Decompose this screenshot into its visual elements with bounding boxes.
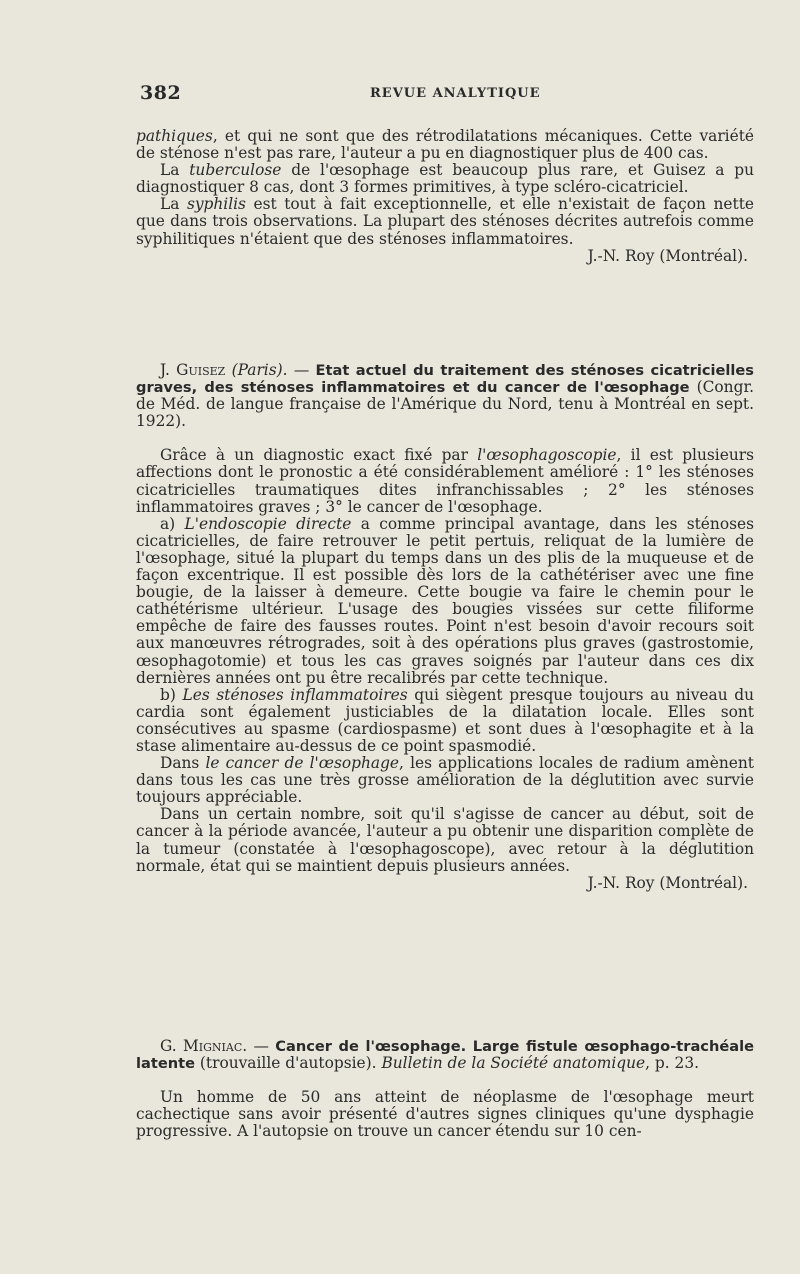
review-heading bbox=[136, 362, 754, 430]
text-span: — bbox=[247, 1037, 276, 1055]
paragraph bbox=[136, 447, 754, 515]
review-heading bbox=[136, 1038, 754, 1072]
text-span: a comme principal avantage, dans les sténoses cicatricielles, de faire retrouver le petit pertuis, reliquat de la lumière de l'œsophage, situé la plupart du temps dans un des plis de la muqueuse et de façon excentrique. Il est possible dès lors de la cathétériser avec une fine bougie, de la laisser à demeure. Cette bougie va faire le chemin pour le cathétérisme ultérieur. L'usage des bougies vissées sur cette filiforme empêche de faire des fausses routes. Point n'est besoin d'avoir recours soit aux manœuvres rétrogrades, soit à des opérations plus graves (gastrostomie, œsophagotomie) et tous les cas graves soignés par l'auteur dans ces dix dernières années ont pu être recalibrés par cette technique. bbox=[136, 514, 754, 687]
text-span: , p. 23. bbox=[645, 1054, 700, 1073]
paragraph: Un homme de 50 ans atteint de néoplasme de l'œsophage meurt cachectique sans avoir présenté d'autres signes cliniques qu'une dysphagie progressive. A l'autopsie on trouve un cancer étendu sur 10 cen- bbox=[136, 1088, 754, 1141]
paragraph bbox=[136, 196, 754, 247]
italic-term: pathiques bbox=[136, 127, 213, 145]
author-name: J. Guisez bbox=[160, 361, 226, 379]
paragraph bbox=[136, 516, 754, 687]
review-guisez bbox=[136, 362, 754, 892]
review-migniac bbox=[136, 1038, 754, 1140]
text-span: qui siègent presque toujours au niveau du cardia sont également justiciables de la dilatation locale. Elles sont consécutives au spasme (cardiospasme) et sont dues à l'œsophagite et à la stase alimentaire au-dessus de ce point spasmodié. bbox=[136, 685, 755, 755]
italic-term: le cancer de l'œsophage bbox=[205, 754, 400, 773]
italic-term: tuberculose bbox=[189, 161, 282, 180]
journal-name: Bulletin de la Société anatomique bbox=[381, 1054, 646, 1073]
author-name: G. Migniac. bbox=[160, 1037, 248, 1055]
text-span: b) bbox=[160, 685, 183, 704]
text-span: , il est plusieurs affections dont le pronostic a été considérablement amélioré : 1° les sténoses cicatricielles traumatiques dites infranchissables ; 2° les sténoses inflammatoires graves ; 3° le cancer de l'œsophage. bbox=[136, 446, 754, 516]
running-head: REVUE ANALYTIQUE bbox=[370, 86, 541, 101]
paragraph bbox=[136, 128, 754, 162]
paragraph bbox=[136, 162, 754, 196]
italic-term: syphilis bbox=[186, 195, 246, 214]
text-span: La bbox=[160, 195, 187, 214]
author-city: (Paris). bbox=[231, 361, 288, 379]
text-span: , les applications locales de radium amènent dans tous les cas une très grosse amélioration de la déglutition avec survie toujours appréciable. bbox=[136, 754, 754, 807]
text-span: Dans bbox=[160, 754, 206, 773]
text-span: est tout à fait exceptionnelle, et elle n'existait de façon nette que dans trois observations. La plupart des sténoses décrites autrefois comme syphilitiques n'étaient que des sténoses inflammatoires. bbox=[136, 195, 754, 248]
article-title: Cancer de l'œsophage. Large fistule œsophago-trachéale latente bbox=[136, 1038, 754, 1073]
page-number: 382 bbox=[140, 82, 182, 104]
page-header bbox=[140, 82, 760, 106]
italic-term: l'œsophagoscopie bbox=[477, 446, 617, 465]
text-span: Grâce à un diagnostic exact fixé par bbox=[160, 446, 478, 465]
italic-term: Les sténoses inflammatoires bbox=[182, 685, 408, 704]
paragraph bbox=[136, 755, 754, 806]
text-span: a) bbox=[160, 514, 185, 533]
text-span: — bbox=[287, 361, 316, 379]
signature: J.-N. Roy (Montréal). bbox=[587, 873, 748, 892]
text-span: , et qui ne sont que des rétrodilatations mécaniques. Cette variété de sténose n'est pas rare, l'auteur a pu en diagnostiquer plus de 400 cas. bbox=[136, 127, 754, 163]
signature: J.-N. Roy (Montréal). bbox=[587, 246, 748, 265]
paragraph: Dans un certain nombre, soit qu'il s'agisse de cancer au début, soit de cancer à la période avancée, l'auteur a pu obtenir une disparition complète de la tumeur (constatée à l'œsophagoscope), avec retour à la déglutition normale, état qui se maintient depuis plusieurs années. bbox=[136, 805, 754, 875]
article-title: Etat actuel du traitement des sténoses cicatricielles graves, des sténoses inflammatoires et du cancer de l'œsophage bbox=[136, 362, 754, 397]
italic-term: L'endoscopie directe bbox=[184, 514, 352, 533]
review-continuation bbox=[136, 128, 754, 265]
article-source: (Congr. de Méd. de langue française de l'Amérique du Nord, tenu à Montréal en sept. 1922). bbox=[136, 378, 754, 431]
paragraph bbox=[136, 687, 754, 755]
text-span: de l'œsophage est beaucoup plus rare, et Guisez a pu diagnostiquer 8 cas, dont 3 formes primitives, à type scléro-cicatriciel. bbox=[136, 161, 754, 197]
text-span: La bbox=[160, 161, 190, 180]
text-span: (trouvaille d'autopsie). bbox=[195, 1054, 382, 1073]
